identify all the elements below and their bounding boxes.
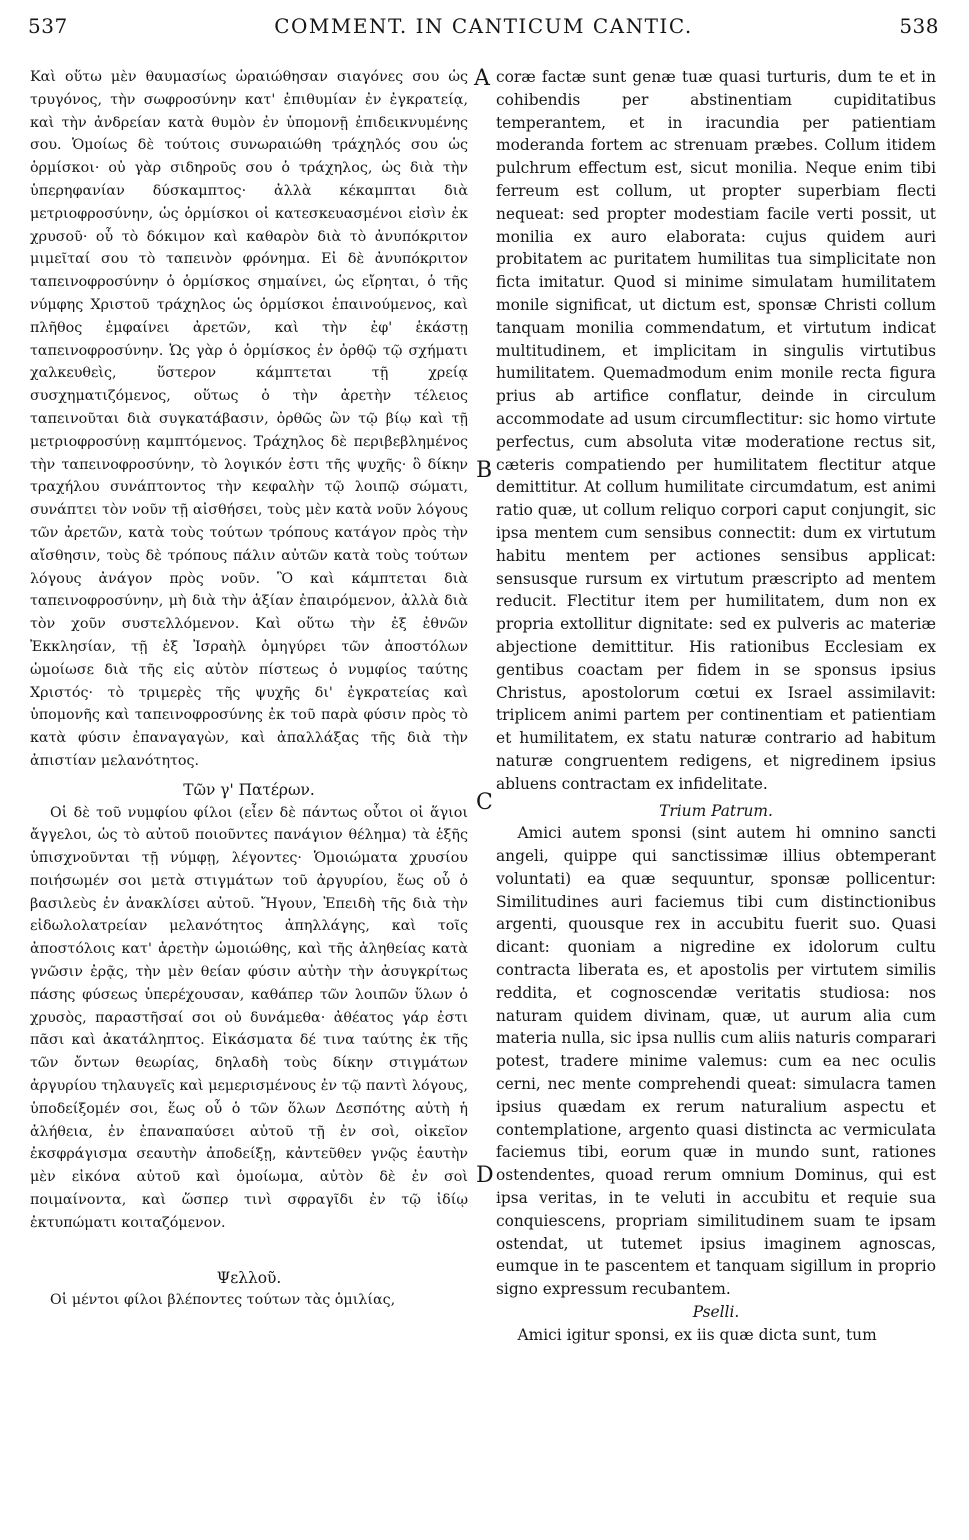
running-title: COMMENT. IN CANTICUM CANTIC. bbox=[274, 14, 693, 38]
latin-column bbox=[496, 66, 936, 1347]
greek-heading-trium-patrum: Τῶν γ' Πατέρων. bbox=[183, 780, 315, 799]
greek-paragraph-2: Οἱ δὲ τοῦ νυμφίου φίλοι (εἶεν δὲ πάντως οὗτοι οἱ ἅγιοι ἄγγελοι, ὡς τὸ αὐτοῦ ποιοῦντες πανάγιον θέλημα) τὰ ἑξῆς ὑπισχνοῦνται τῇ νύμφῃ, λέγοντες· Ὁμοιώματα χρυσίου ποιήσωμέν σοι μετὰ στιγμάτων τοῦ ἀργυρίου, ἕως οὗ ὁ βασιλεὺς ἐν ἀνακλίσει αὐτοῦ. Ἤγουν, Ἐπειδὴ τῆς διὰ τὴν εἰδωλολατρείαν μελανότητος ἀπηλλάγης, καὶ τοῖς ἀποστόλοις κατ' ἀρετὴν ὡμοιώθης, καὶ τῆς ἀληθείας κατὰ γνῶσιν ἐρᾷς, τὴν μὲν θείαν φύσιν αὐτὴν τὴν ἀσυγκρίτως πάσης φύσεως ὑπερέχουσαν, καθάπερ τῶν λοιπῶν ὕλων ὁ χρυσὸς, παραστῆσαί σοι οὐ δυνάμεθα· ἀθέατος γάρ ἐστι πᾶσι καὶ ἀκατάληπτος. Εἰκάσματα δέ τινα ταύτης ἐκ τῆς τῶν ὄντων θεωρίας, δηλαδὴ τοὺς δίκην στιγμάτων ἀργυρίου τηλαυγεῖς καὶ μεμερισμένους ἐν τῷ παντὶ λόγους, ὑποδείξομέν σοι, ἕως οὗ ὁ τῶν ὅλων Δεσπότης αὐτὴ ἡ ἀλήθεια, ἐν ἐπαναπαύσει αὐτοῦ τῇ ἐν σοὶ, οἰκεῖον ἐκσφράγισμα σεαυτὴν ἀποδείξῃ, κἀντεῦθεν γνῷς ἑαυτὴν μὲν εἰκόνα αὐτοῦ καὶ ὁμοίωμα, αὐτὸν δὲ ἐν σοὶ ποιμαίνοντα, καὶ ὥσπερ τινὶ σφραγῖδι ἐν τῷ ἰδίῳ ἐκτυπώματι κοιταζόμενον. bbox=[30, 804, 468, 1231]
margin-letter-c: C bbox=[476, 790, 493, 815]
margin-letter-b: B bbox=[476, 458, 493, 483]
greek-column bbox=[30, 66, 468, 1312]
page-number-right: 538 bbox=[899, 14, 939, 38]
latin-paragraph-1: coræ factæ sunt genæ tuæ quasi turturis, dum te et in cohibendis per abstinentiam cupiditatibus temperantem, et in iracundia per patientiam moderanda fortem ac strenuam præbes. Collum itidem pulchrum effectum est, sicut monilia. Neque enim tibi ferreum est collum, ut propter superbiam flecti nequeat: sed propter modestiam facile verti possit, ut monilia ex auro elaborata: cujus quidem auri probitatem ac puritatem humilitas tua simplicitate non ficta imitatur. Quod si minime simulatam humilitatem monile significat, ut dictum est, sponsæ Christi collum tanquam monilia commendatum, et virtutum indicat multitudinem, et implicitam in singulis virtutibus humilitatem. Quemadmodum enim monile recta figura prius ab artifice conflatur, deinde in circulum accommodate ad usum circumflectitur: sic homo virtute perfectus, cum absoluta vitæ moderatione rectus sit, cæteris compatiendo per humilitatem flectitur atque demittitur. At collum humilitate circumdatum, est animi ratio quæ, ut collum reliquo corpori caput conjungit, sic ipsa mentem cum sensibus connectit: dum ex virtutum habitu mentem per actiones sensibus applicat: sensusque rursum ex virtutum præscripto ad mentem reducit. Flectitur item per humilitatem, dum non ex propria extollitur dignitate: sed ex pulveris ac materiæ abjectione demittitur. His rationibus Ecclesiam ex gentibus coactam per fidem in se sponsus ipsius Christus, apostolorum cœtui ex Israel assimilavit: triplicem animi partem per continentiam et patientiam et humilitatem, ex statu naturæ contrario ad habitum naturæ congruentem redigens, et nigredinem ipsius abluens contractam ex infidelitate. bbox=[496, 68, 936, 793]
latin-paragraph-2: Amici autem sponsi (sint autem hi omnino sancti angeli, quippe qui sanctissimæ illius obtemperant voluntati) ea quæ sequuntur, sponsæ pollicentur: Similitudines auri faciemus tibi cum distinctionibus argenti, quousque rex in accubitu fuerit suo. Quasi dicant: quoniam a nigredine ex idolorum cultu contracta liberata es, et apostolis per virtutem similis reddita, et cognoscendæ veritatis studiosa: nos naturam quidem divinam, quæ, ut aurum alia cum materia nulla, sic ipsa nullis cum aliis naturis comparari potest, tradere minime valemus: cum ea nec oculis cerni, nec mente comprehendi queat: simulacra tamen ipsius quædam ex rerum naturalium aspectu et contemplatione, argento quasi distincta ac vermiculata faciemus tibi, eorum quæ in mundo sunt, rationes ostendentes, quoad rerum omnium Dominus, qui est ipsa veritas, in te veluti in accubitu et requie sua conquiescens, propriam similitudinem suam te ipsam ostendat, ut tutemet ipsius imaginem agnoscas, eumque in te pascentem et tanquam sigillum in proprio signo expressum recubantem. bbox=[496, 824, 936, 1299]
page-number-left: 537 bbox=[28, 14, 68, 38]
latin-heading-pselli: Pselli. bbox=[692, 1303, 740, 1322]
margin-letter-a: A bbox=[474, 66, 490, 91]
latin-paragraph-3: Amici igitur sponsi, ex iis quæ dicta sunt, tum bbox=[517, 1325, 877, 1344]
greek-paragraph-1: Καὶ οὕτω μὲν θαυμασίως ὡραιώθησαν σιαγόνες σου ὡς τρυγόνος, τὴν σωφροσύνην κατ' ἐπιθυμίαν ἐν ἐγκρατείᾳ, καὶ τὴν ἀνδρείαν κατὰ θυμὸν ἐν ὑπομονῇ ἐπιδεικνυμένης σου. Ὁμοίως δὲ τούτοις συνωραιώθη τράχηλός σου ὡς ὁρμίσκοι· οὐ γὰρ σιδηροῦς σου ὁ τράχηλος, ὡς διὰ τὴν ὑπερηφανίαν δύσκαμπτος· ἀλλὰ κέκαμπται διὰ μετριοφροσύνην, ὡς ὁρμίσκοι οἱ κατεσκευασμένοι εἰσὶν ἐκ χρυσοῦ· οὗ τὸ δόκιμον καὶ καθαρὸν διὰ τὸ ἀνυπόκριτον μιμεῖταί σου τὸ ταπεινὸν φρόνημα. Εἰ δὲ ἀνυπόκριτον ταπεινοφροσύνην ὁ ὁρμίσκος σημαίνει, ὡς εἴρηται, ὁ τῆς νύμφης Χριστοῦ τράχηλος ὡς ὁρμίσκοι ἐπαινούμενος, καὶ πλῆθος ἐμφαίνει ἀρετῶν, καὶ τὴν ἐφ' ἑκάστῃ ταπεινοφροσύνην. Ὡς γὰρ ὁ ὁρμίσκος ἐν ὀρθῷ τῷ σχήματι χαλκευθεὶς, ὕστερον κάμπτεται τῇ χρείᾳ συσχηματιζόμενος, οὕτως ὁ τὴν ἀρετὴν τέλειος ταπεινοῦται διὰ συγκατάβασιν, ὀρθῶς ὢν τῷ βίῳ καὶ τῇ μετριοφροσύνῃ καμπτόμενος. Τράχηλος δὲ περιβεβλημένος τὴν ταπεινοφροσύνην, τὸ λογικόν ἐστι τῆς ψυχῆς· ὃ δίκην τραχήλου συνάπτοντος τὴν κεφαλὴν τῷ λοιπῷ σώματι, συνάπτει τὸν νοῦν τῇ αἰσθήσει, τοὺς μὲν κατὰ νοῦν λόγους τῶν ἀρετῶν, κατὰ τοὺς τούτων τρόπους κατάγον πρὸς τὴν αἴσθησιν, τοὺς δὲ τρόπους πάλιν αὐτῶν κατὰ τοὺς τούτων λόγους ἀνάγον πρὸς νοῦν. Ὃ καὶ κάμπτεται διὰ ταπεινοφροσύνην, μὴ διὰ τὴν ἀξίαν ἐπαιρόμενον, ἀλλὰ διὰ τὸν χοῦν συστελλόμενον. Καὶ οὕτω τὴν ἐξ ἐθνῶν Ἐκκλησίαν, τῇ ἐξ Ἰσραὴλ ὁμηγύρει τῶν ἀποστόλων ὡμοίωσε διὰ τῆς εἰς αὐτὸν πίστεως ὁ νυμφίος ταύτης Χριστός· τὸ τριμερὲς τῆς ψυχῆς δι' ἐγκρατείας καὶ ὑπομονῆς καὶ ταπεινοφροσύνης ἐκ τοῦ παρὰ φύσιν πρὸς τὸ κατὰ φύσιν ἐπαναγαγὼν, καὶ ἀπαλλάξας τῆς διὰ τὴν ἀπιστίαν μελανότητος. bbox=[30, 69, 468, 769]
greek-heading-pselli: Ψελλοῦ. bbox=[216, 1268, 282, 1287]
margin-letter-d: D bbox=[476, 1163, 494, 1188]
greek-paragraph-3: Οἱ μέντοι φίλοι βλέποντες τούτων τὰς ὁμιλίας, bbox=[50, 1292, 396, 1309]
running-header bbox=[28, 14, 939, 46]
latin-heading-trium-patrum: Trium Patrum. bbox=[659, 801, 773, 820]
